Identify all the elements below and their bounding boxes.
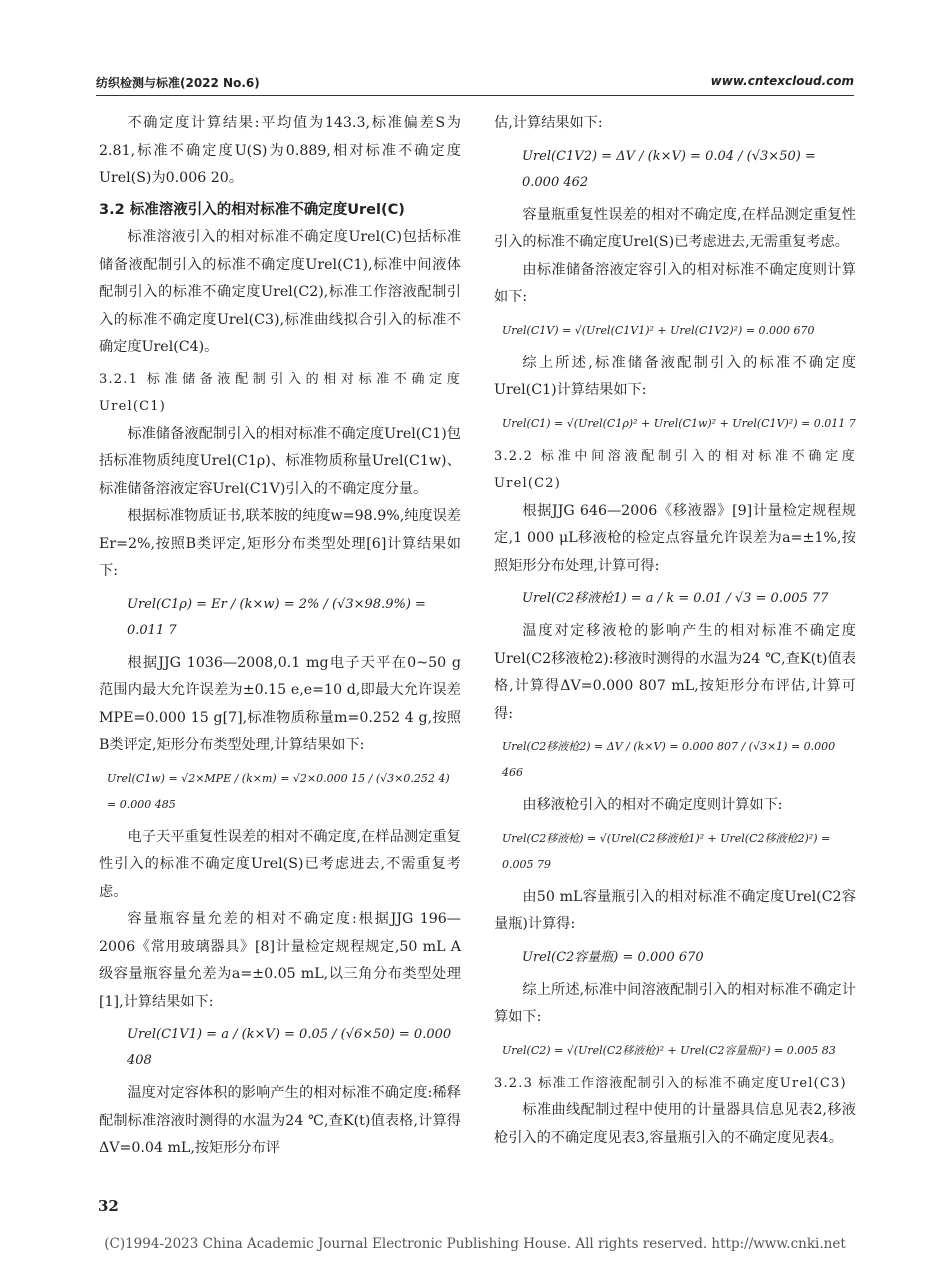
equation: Urel(C1V2) = ΔV / (k×V) = 0.04 / (√3×50) = 0.000 462 <box>522 148 816 190</box>
journal-website: www.cntexcloud.com <box>710 74 854 88</box>
equation: Urel(C2容量瓶) = 0.000 670 <box>522 949 704 965</box>
paragraph: 由50 mL容量瓶引入的相对标准不确定度Urel(C2容量瓶)计算得: <box>494 888 856 932</box>
running-header <box>96 74 854 92</box>
paragraph: 容量瓶容量允差的相对不确定度:根据JJG 196—2006《常用玻璃器具》[8]计量检定规程规定,50 mL A级容量瓶容量允差为a=±0.05 mL,以三角分布类型处理[1],计算结果如下: <box>99 911 461 1010</box>
copyright-footer: (C)1994-2023 China Academic Journal Electronic Publishing House. All rights reserved. http://www.cnki.net <box>104 1236 846 1252</box>
page-number: 32 <box>98 1197 119 1215</box>
paragraph: 温度对定容体积的影响产生的相对标准不确定度:稀释配制标准溶液时测得的水温为24 ℃,查K(t)值表格,计算得ΔV=0.04 mL,按矩形分布评 <box>99 1085 461 1156</box>
paragraph: 标准溶液引入的相对标准不确定度Urel(C)包括标准储备液配制引入的标准不确定度Urel(C1),标准中间液体配制引入的标准不确定度Urel(C2),标准工作溶液配制引入的标准不确定度Urel(C3),标准曲线拟合引入的标准不确定度Urel(C4)。 <box>99 229 461 355</box>
paragraph: 温度对定移液枪的影响产生的相对标准不确定度Urel(C2移液枪2):移液时测得的水温为24 ℃,查K(t)值表格,计算得ΔV=0.000 807 mL,按矩形分布评估,计算可得: <box>494 623 856 722</box>
equation: Urel(C1) = √(Urel(C1ρ)² + Urel(C1w)² + Urel(C1V)²) = 0.011 7 <box>502 416 856 430</box>
equation: Urel(C2移液枪) = √(Urel(C2移液枪1)² + Urel(C2移液枪2)²) = 0.005 79 <box>502 831 831 871</box>
equation: Urel(C1w) = √2×MPE / (k×m) = √2×0.000 15 / (√3×0.252 4) = 0.000 485 <box>107 771 450 811</box>
section-heading: 3.2 标准溶液引入的相对标准不确定度Urel(C) <box>99 201 405 218</box>
subsection-heading: 3.2.2 标准中间溶液配制引入的相对标准不确定度Urel(C2) <box>494 448 856 491</box>
equation: Urel(C2) = √(Urel(C2移液枪)² + Urel(C2容量瓶)²) = 0.005 83 <box>502 1043 836 1057</box>
equation: Urel(C1V) = √(Urel(C1V1)² + Urel(C1V2)²) = 0.000 670 <box>502 323 815 337</box>
equation: Urel(C2移液枪1) = a / k = 0.01 / √3 = 0.005 77 <box>522 591 829 606</box>
journal-title: 纺织检测与标准(2022 No.6) <box>96 76 260 90</box>
paragraph: 根据标准物质证书,联苯胺的纯度w=98.9%,纯度误差Er=2%,按照B类评定,矩形分布类型处理[6]计算结果如下: <box>99 508 461 579</box>
paragraph: 综上所述,标准储备液配制引入的标准不确定度Urel(C1)计算结果如下: <box>494 354 856 398</box>
paragraph: 电子天平重复性误差的相对不确定度,在样品测定重复性引入的标准不确定度Urel(S)已考虑进去,不需重复考虑。 <box>99 828 461 900</box>
left-column <box>99 110 461 1163</box>
paragraph: 根据JJG 646—2006《移液器》[9]计量检定规程规定,1 000 μL移液枪的检定点容量允许误差为a=±1%,按照矩形分布处理,计算可得: <box>494 502 856 574</box>
right-column <box>494 110 856 1152</box>
paragraph: 估,计算结果如下: <box>494 115 603 131</box>
equation: Urel(C1V1) = a / (k×V) = 0.05 / (√6×50) = 0.000 408 <box>127 1027 452 1068</box>
paragraph: 根据JJG 1036—2008,0.1 mg电子天平在0~50 g范围内最大允许误差为±0.15 e,e=10 d,即最大允许误差MPE=0.000 15 g[7],标准物质称量m=0.252 4 g,按照B类评定,矩形分布类型处理,计算结果如下: <box>99 654 461 753</box>
subsection-heading: 3.2.3 标准工作溶液配制引入的标准不确定度Urel(C3) <box>494 1075 847 1091</box>
paragraph: 标准曲线配制过程中使用的计量器具信息见表2,移液枪引入的不确定度见表3,容量瓶引入的不确定度见表4。 <box>494 1102 856 1146</box>
header-rule <box>96 95 854 96</box>
paragraph: 由标准储备溶液定容引入的相对标准不确定度则计算如下: <box>494 261 856 305</box>
paragraph: 容量瓶重复性误差的相对不确定度,在样品测定重复性引入的标准不确定度Urel(S)已考虑进去,无需重复考虑。 <box>494 206 856 250</box>
equation: Urel(C1ρ) = Er / (k×w) = 2% / (√3×98.9%) = 0.011 7 <box>127 596 426 638</box>
paragraph: 由移液枪引入的相对不确定度则计算如下: <box>522 797 783 813</box>
paragraph: 综上所述,标准中间溶液配制引入的相对标准不确定计算如下: <box>494 981 856 1025</box>
equation: Urel(C2移液枪2) = ΔV / (k×V) = 0.000 807 / (√3×1) = 0.000 466 <box>502 740 836 779</box>
subsection-heading: 3.2.1 标准储备液配制引入的相对标准不确定度Urel(C1) <box>99 371 461 414</box>
paragraph: 不确定度计算结果:平均值为143.3,标准偏差S为2.81,标准不确定度U(S)为0.889,相对标准不确定度Urel(S)为0.006 20。 <box>99 115 461 186</box>
paragraph: 标准储备液配制引入的相对标准不确定度Urel(C1)包括标准物质纯度Urel(C1ρ)、标准物质称量Urel(C1w)、标准储备溶液定容Urel(C1V)引入的不确定度分量。 <box>99 425 461 497</box>
